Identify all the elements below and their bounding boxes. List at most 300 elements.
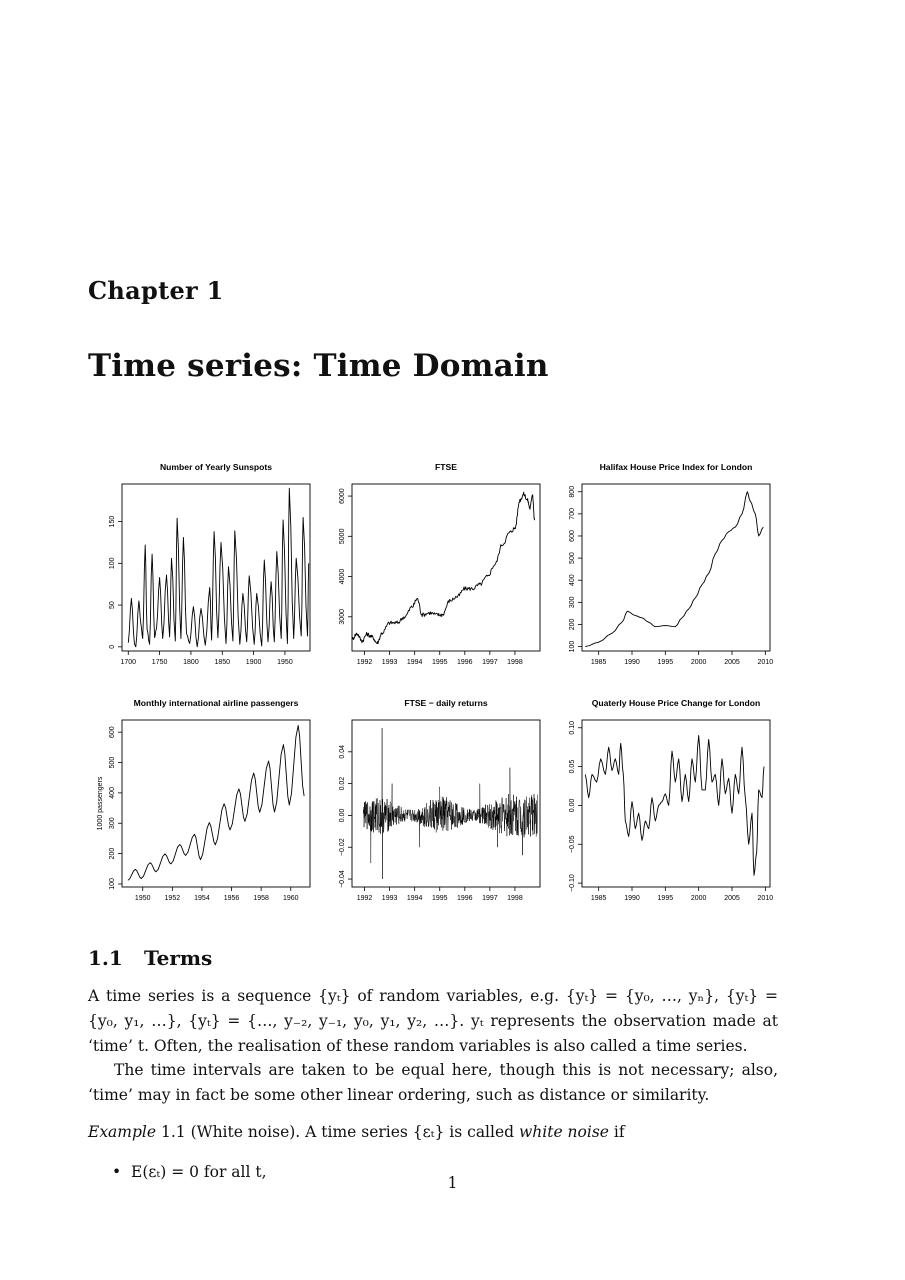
data-point: [608, 747, 609, 748]
data-point: [721, 758, 722, 759]
example-number: 1.1: [161, 1123, 186, 1141]
x-tick-label: 1994: [406, 895, 423, 902]
data-point: [267, 641, 268, 642]
data-point: [261, 645, 262, 646]
data-point: [397, 622, 398, 623]
data-point: [728, 778, 729, 779]
data-point: [641, 840, 642, 841]
data-point: [708, 739, 709, 740]
data-point: [638, 813, 639, 814]
data-point: [164, 853, 165, 854]
data-point: [351, 638, 352, 639]
x-tick-label: 1800: [183, 659, 199, 666]
data-point: [635, 615, 636, 616]
x-tick-label: 1956: [223, 895, 240, 902]
x-tick-label: 1700: [120, 659, 137, 666]
x-tick-label: 1992: [356, 659, 373, 666]
data-point: [274, 811, 275, 812]
x-tick-label: 2005: [724, 659, 740, 666]
data-point: [382, 632, 383, 633]
data-point: [494, 564, 495, 565]
data-point: [648, 828, 649, 829]
y-tick-label: 6000: [339, 488, 346, 504]
y-tick-label: 150: [109, 515, 116, 528]
data-point: [753, 875, 754, 876]
figure-svg: [90, 452, 790, 912]
data-point: [141, 878, 142, 879]
y-tick-label: 0.10: [569, 720, 576, 735]
x-tick-label: 1952: [164, 895, 181, 902]
data-point: [655, 626, 656, 627]
x-tick-label: 1993: [381, 895, 398, 902]
data-point: [519, 500, 520, 501]
y-tick-label: −0.10: [569, 874, 576, 892]
y-tick-label: 300: [569, 596, 576, 609]
data-point: [304, 795, 305, 796]
data-point: [228, 566, 229, 567]
y-tick-label: 3000: [339, 609, 346, 625]
x-tick-label: 1996: [457, 659, 473, 666]
data-point: [140, 623, 141, 624]
y-tick-label: −0.05: [569, 835, 576, 854]
data-point: [751, 813, 752, 814]
x-tick-label: 1997: [482, 895, 498, 902]
data-point: [658, 805, 659, 806]
series-line-2: [352, 492, 535, 643]
data-point: [214, 531, 215, 532]
data-point: [600, 758, 601, 759]
data-point: [419, 847, 420, 848]
data-point: [177, 518, 178, 519]
data-point: [627, 611, 628, 612]
data-point: [514, 528, 515, 529]
x-tick-label: 1995: [657, 895, 674, 902]
data-point: [234, 530, 235, 531]
data-point: [735, 774, 736, 775]
x-tick-label: 1992: [356, 895, 373, 902]
x-tick-label: 2010: [757, 659, 774, 666]
data-point: [598, 642, 599, 643]
data-point: [715, 774, 716, 775]
data-point: [472, 588, 473, 589]
data-point: [668, 805, 669, 806]
x-tick-label: 1950: [134, 895, 151, 902]
x-tick-label: 1990: [624, 895, 640, 902]
data-point: [755, 513, 756, 514]
data-point: [701, 584, 702, 585]
data-point: [648, 622, 649, 623]
x-tick-label: 1850: [214, 659, 231, 666]
data-point: [382, 878, 383, 879]
x-tick-label: 1750: [151, 659, 168, 666]
chart-title-2: FTSE: [435, 462, 457, 472]
data-point: [404, 616, 405, 617]
data-point: [532, 494, 533, 495]
data-point: [370, 863, 371, 864]
x-tick-label: 1958: [253, 895, 269, 902]
data-point: [623, 774, 624, 775]
data-point: [596, 782, 597, 783]
data-point: [171, 558, 172, 559]
y-tick-label: 200: [109, 847, 116, 860]
data-point: [364, 815, 365, 816]
data-point: [695, 782, 696, 783]
data-point: [382, 727, 383, 728]
data-point: [635, 828, 636, 829]
data-point: [128, 642, 129, 643]
example-term: white noise: [519, 1123, 609, 1141]
data-point: [307, 635, 308, 636]
data-point: [685, 774, 686, 775]
data-point: [464, 588, 465, 589]
data-point: [230, 829, 231, 830]
x-tick-label: 1954: [194, 895, 210, 902]
data-point: [147, 629, 148, 630]
data-point: [715, 553, 716, 554]
data-point: [741, 747, 742, 748]
data-point: [142, 638, 143, 639]
bullet-marker: •: [112, 1163, 131, 1181]
data-point: [457, 596, 458, 597]
data-point: [256, 593, 257, 594]
data-point: [392, 783, 393, 784]
section-heading: [88, 946, 212, 970]
data-point: [749, 500, 750, 501]
data-point: [655, 820, 656, 821]
data-point: [242, 593, 243, 594]
data-point: [186, 633, 187, 634]
y-tick-label: 0.04: [339, 744, 346, 759]
data-point: [185, 855, 186, 856]
data-point: [215, 844, 216, 845]
data-point: [479, 584, 480, 585]
series-line-1: [128, 488, 308, 647]
data-point: [615, 758, 616, 759]
data-point: [303, 517, 304, 518]
chart-title-1: Number of Yearly Sunspots: [159, 462, 273, 472]
data-point: [449, 600, 450, 601]
data-point: [741, 513, 742, 514]
data-point: [200, 608, 201, 609]
data-point: [621, 622, 622, 623]
section-title: Terms: [144, 946, 213, 970]
data-point: [605, 774, 606, 775]
data-point: [509, 767, 510, 768]
data-point: [135, 869, 136, 870]
data-point: [274, 641, 275, 642]
data-point: [417, 598, 418, 599]
y-tick-label: 400: [109, 787, 116, 799]
data-point: [585, 646, 586, 647]
data-point: [735, 527, 736, 528]
chapter-label: Chapter 1: [88, 276, 224, 305]
data-point: [631, 801, 632, 802]
x-tick-label: 1995: [431, 895, 448, 902]
data-point: [268, 760, 269, 761]
data-point: [246, 641, 247, 642]
data-point: [372, 636, 373, 637]
data-point: [527, 500, 528, 501]
x-tick-label: 2010: [757, 895, 774, 902]
data-point: [131, 598, 132, 599]
chart-title-3: Halifax House Price Index for London: [599, 462, 753, 472]
data-point: [691, 758, 692, 759]
data-point: [232, 640, 233, 641]
data-point: [276, 551, 277, 552]
data-point: [152, 554, 153, 555]
data-point: [149, 644, 150, 645]
series-line-4: [128, 726, 304, 881]
y-tick-label: 4000: [339, 568, 346, 585]
data-point: [611, 770, 612, 771]
data-point: [281, 638, 282, 639]
y-axis-label-4: 1000 passengers: [97, 776, 104, 831]
data-point: [620, 743, 621, 744]
data-point: [145, 544, 146, 545]
data-point: [678, 758, 679, 759]
data-point: [725, 793, 726, 794]
data-point: [534, 520, 535, 521]
data-point: [301, 635, 302, 636]
data-point: [681, 801, 682, 802]
y-tick-label: 0.02: [339, 776, 346, 791]
data-point: [170, 863, 171, 864]
data-point: [429, 612, 430, 613]
example-white-noise: [88, 1120, 778, 1145]
data-point: [200, 859, 201, 860]
data-point: [162, 638, 163, 639]
chapter-title: Time series: Time Domain: [88, 348, 549, 384]
example-label: Example: [88, 1123, 157, 1141]
data-point: [695, 597, 696, 598]
data-point: [224, 803, 225, 804]
data-point: [389, 622, 390, 623]
x-tick-label: 2005: [724, 895, 740, 902]
data-point: [193, 606, 194, 607]
data-point: [209, 822, 210, 823]
data-point: [169, 636, 170, 637]
data-point: [150, 862, 151, 863]
data-point: [497, 847, 498, 848]
data-point: [289, 804, 290, 805]
data-point: [625, 820, 626, 821]
data-point: [264, 559, 265, 560]
data-point: [688, 608, 689, 609]
series-line-6: [585, 736, 764, 876]
data-point: [459, 815, 460, 816]
data-point: [361, 640, 362, 641]
data-point: [166, 574, 167, 575]
data-point: [756, 851, 757, 852]
chart-title-6: Quaterly House Price Change for London: [591, 698, 761, 708]
series-line-3: [585, 492, 763, 647]
x-tick-label: 1900: [245, 659, 262, 666]
data-point: [681, 617, 682, 618]
data-point: [422, 614, 423, 615]
data-point: [377, 642, 378, 643]
data-point: [283, 744, 284, 745]
data-point: [211, 640, 212, 641]
data-point: [225, 643, 226, 644]
x-tick-label: 1990: [624, 659, 640, 666]
data-point: [156, 628, 157, 629]
data-point: [763, 527, 764, 528]
page-number: 1: [447, 1174, 458, 1192]
data-point: [758, 789, 759, 790]
y-tick-label: 100: [569, 640, 576, 653]
x-tick-label: 2000: [690, 895, 707, 902]
data-point: [618, 774, 619, 775]
data-point: [298, 725, 299, 726]
y-tick-label: 50: [109, 601, 116, 609]
data-point: [487, 576, 488, 577]
data-point: [366, 634, 367, 635]
data-point: [675, 782, 676, 783]
figure-time-series-panels: [90, 452, 790, 912]
data-point: [588, 797, 589, 798]
data-point: [244, 821, 245, 822]
data-point: [661, 801, 662, 802]
chart-frame-4: [122, 720, 310, 887]
data-point: [205, 645, 206, 646]
data-point: [217, 637, 218, 638]
y-tick-label: 0: [109, 644, 116, 649]
x-tick-label: 1950: [277, 659, 293, 666]
data-point: [271, 581, 272, 582]
example-text: (White noise). A time series {εₜ} is called: [190, 1123, 515, 1141]
data-point: [761, 797, 762, 798]
data-point: [747, 491, 748, 492]
chart-frame-2: [352, 484, 540, 651]
data-point: [155, 871, 156, 872]
data-point: [308, 563, 309, 564]
data-point: [665, 625, 666, 626]
data-point: [197, 646, 198, 647]
data-point: [253, 773, 254, 774]
data-point: [738, 793, 739, 794]
data-point: [183, 537, 184, 538]
data-point: [175, 640, 176, 641]
y-tick-label: 500: [569, 552, 576, 564]
y-tick-label: 700: [569, 508, 576, 520]
data-point: [412, 606, 413, 607]
data-point: [708, 573, 709, 574]
data-point: [209, 587, 210, 588]
y-tick-label: 0.00: [569, 798, 576, 813]
data-point: [731, 813, 732, 814]
data-point: [701, 789, 702, 790]
data-point: [651, 797, 652, 798]
data-point: [502, 544, 503, 545]
chart-frame-6: [582, 720, 770, 887]
data-point: [698, 735, 699, 736]
data-point: [296, 558, 297, 559]
data-point: [442, 614, 443, 615]
data-point: [758, 535, 759, 536]
x-tick-label: 1994: [406, 659, 423, 666]
data-point: [138, 600, 139, 601]
data-point: [763, 766, 764, 767]
chart-title-5: FTSE − daily returns: [404, 698, 488, 708]
x-tick-label: 1995: [431, 659, 448, 666]
x-tick-label: 1985: [590, 659, 607, 666]
data-point: [641, 617, 642, 618]
x-tick-label: 1998: [507, 895, 523, 902]
x-tick-label: 1996: [457, 895, 473, 902]
data-point: [239, 644, 240, 645]
data-point: [745, 797, 746, 798]
series-line-5: [363, 728, 537, 879]
data-point: [159, 577, 160, 578]
data-point: [671, 751, 672, 752]
example-suffix: if: [613, 1123, 625, 1141]
section-number: 1.1: [88, 946, 123, 970]
data-point: [194, 834, 195, 835]
y-tick-label: 5000: [339, 528, 346, 545]
x-tick-label: 1995: [657, 659, 674, 666]
data-point: [249, 575, 250, 576]
data-point: [154, 637, 155, 638]
y-tick-label: 800: [569, 485, 576, 498]
y-tick-label: 500: [109, 756, 116, 769]
data-point: [254, 644, 255, 645]
data-point: [437, 614, 438, 615]
data-point: [628, 836, 629, 837]
data-point: [721, 540, 722, 541]
x-tick-label: 1998: [507, 659, 523, 666]
data-point: [259, 812, 260, 813]
data-point: [675, 626, 676, 627]
data-point: [728, 531, 729, 532]
x-tick-label: 1960: [282, 895, 299, 902]
data-point: [180, 638, 181, 639]
data-point: [479, 783, 480, 784]
y-tick-label: 600: [109, 726, 116, 738]
x-tick-label: 1997: [482, 659, 498, 666]
y-tick-label: −0.02: [339, 838, 346, 857]
data-point: [293, 638, 294, 639]
data-point: [523, 494, 524, 495]
y-tick-label: −0.04: [339, 870, 346, 888]
data-point: [189, 643, 190, 644]
y-tick-label: 400: [569, 574, 576, 587]
data-point: [127, 880, 128, 881]
data-point: [134, 644, 135, 645]
bullet-text: E(εₜ) = 0 for all t,: [131, 1163, 267, 1181]
x-tick-label: 1993: [381, 659, 398, 666]
data-point: [179, 844, 180, 845]
data-point: [711, 782, 712, 783]
data-point: [509, 532, 510, 533]
y-tick-label: 100: [109, 878, 116, 890]
data-point: [705, 789, 706, 790]
y-tick-label: 300: [109, 817, 116, 830]
data-point: [529, 508, 530, 509]
y-tick-label: 200: [569, 618, 576, 631]
chart-title-4: Monthly international airline passengers: [133, 698, 299, 708]
data-point: [591, 774, 592, 775]
data-point: [439, 786, 440, 787]
x-tick-label: 1985: [590, 895, 607, 902]
y-tick-label: 0.00: [339, 808, 346, 823]
data-point: [238, 788, 239, 789]
paragraph-time-intervals: The time intervals are taken to be equal here, though this is not necessary; also, ‘time’ may in fact be some other linear ordering, such as distance or similarity.: [88, 1061, 778, 1104]
data-point: [532, 799, 533, 800]
data-point: [283, 519, 284, 520]
data-point: [220, 542, 221, 543]
data-point: [665, 793, 666, 794]
data-point: [611, 633, 612, 634]
